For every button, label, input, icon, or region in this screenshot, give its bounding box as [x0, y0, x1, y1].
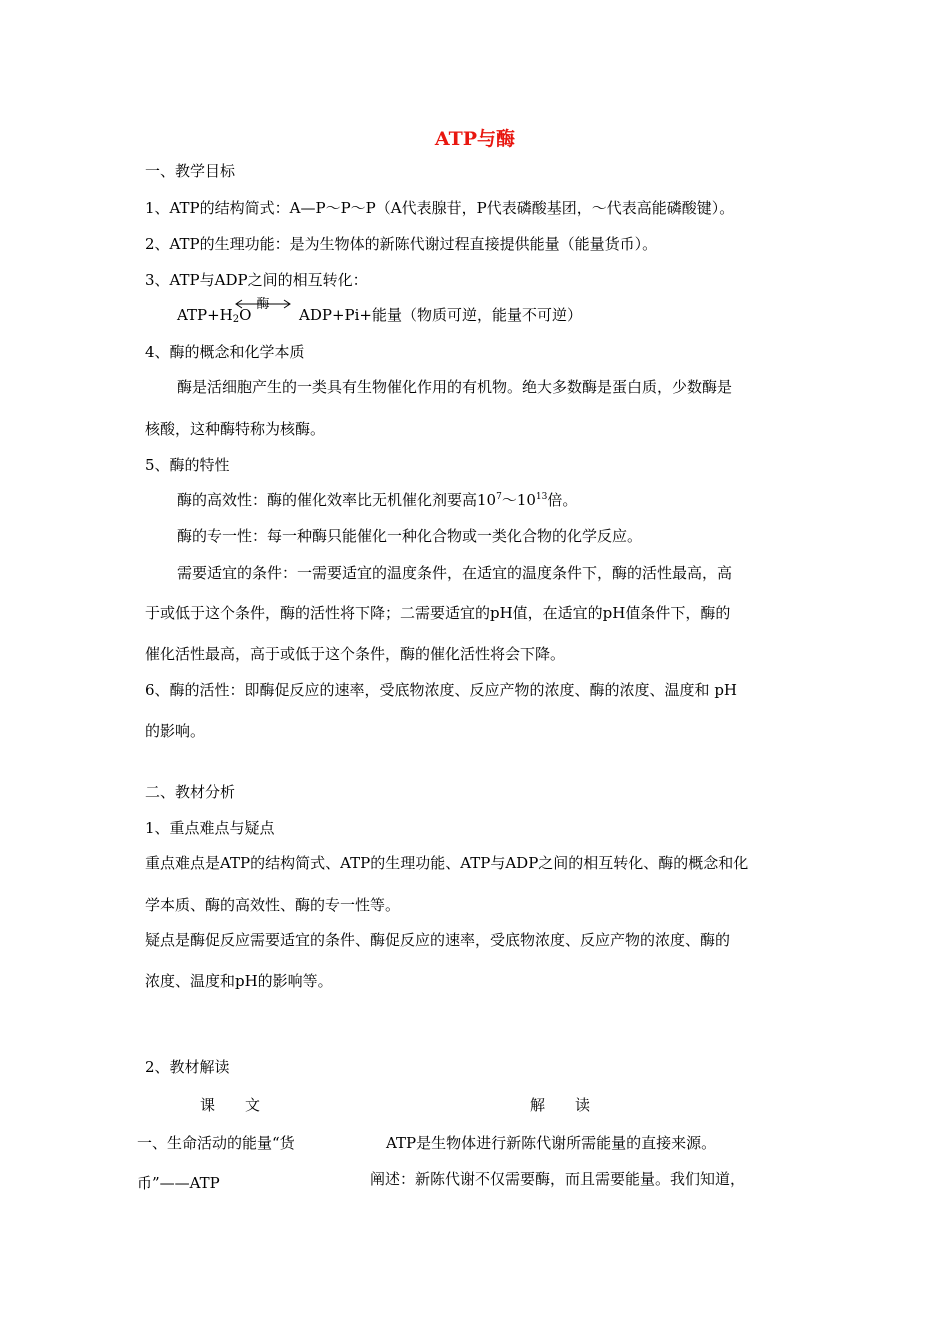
item5-conditions-line2: 于或低于这个条件，酶的活性将下降；二需要适宜的pH值，在适宜的pH值条件下，酶的: [145, 604, 731, 622]
doubt-points-line1: 疑点是酶促反应需要适宜的条件、酶促反应的速率，受底物浓度、反应产物的浓度、酶的: [145, 931, 731, 949]
item5-conditions-line1: 需要适宜的条件：一需要适宜的温度条件，在适宜的温度条件下，酶的活性最高，高: [177, 564, 733, 582]
item6-line1: 6、酶的活性：即酶促反应的速率，受底物浓度、反应产物的浓度、酶的浓度、温度和 pH: [145, 681, 737, 699]
column-header-interpretation: 解 读: [530, 1096, 591, 1114]
item4-paragraph-line2: 核酸，这种酶特称为核酶。: [145, 420, 326, 438]
item6-line2: 的影响。: [145, 722, 206, 740]
doubt-points-line2: 浓度、温度和pH的影响等。: [145, 972, 333, 990]
section2-sub1: 1、重点难点与疑点: [145, 819, 275, 837]
item5-conditions-line3: 催化活性最高，高于或低于这个条件，酶的催化活性将会下降。: [145, 645, 566, 663]
equation-right: ADP+Pi+能量（物质可逆，能量不可逆）: [299, 306, 582, 324]
item5-specificity: 酶的专一性：每一种酶只能催化一种化合物或一类化合物的化学反应。: [177, 527, 643, 545]
reversible-arrow: [234, 296, 292, 320]
right-column-line1: ATP是生物体进行新陈代谢所需能量的直接来源。: [386, 1134, 717, 1152]
right-column-line2: 阐述：新陈代谢不仅需要酶，而且需要能量。我们知道，: [370, 1170, 746, 1188]
item3-atp-adp-conversion: 3、ATP与ADP之间的相互转化：: [145, 271, 368, 289]
column-header-text: 课 文: [200, 1096, 261, 1114]
item2-atp-function: 2、ATP的生理功能：是为生物体的新陈代谢过程直接提供能量（能量货币）。: [145, 235, 658, 253]
enzyme-label: 酶: [256, 297, 270, 312]
section1-heading: 一、教学目标: [145, 162, 236, 180]
left-column-line1: 一、生命活动的能量“货: [137, 1134, 295, 1152]
left-column-line2: 币”——ATP: [137, 1174, 220, 1192]
item5-enzyme-properties: 5、酶的特性: [145, 456, 230, 474]
section2-sub2: 2、教材解读: [145, 1058, 230, 1076]
item1-atp-structure: 1、ATP的结构简式：A—P～P～P（A代表腺苷，P代表磷酸基团，～代表高能磷酸键）。: [145, 199, 735, 217]
key-points-line2: 学本质、酶的高效性、酶的专一性等。: [145, 896, 401, 914]
item4-paragraph-line1: 酶是活细胞产生的一类具有生物催化作用的有机物。绝大多数酶是蛋白质，少数酶是: [177, 378, 733, 396]
section2-heading: 二、教材分析: [145, 783, 236, 801]
key-points-line1: 重点难点是ATP的结构简式、ATP的生理功能、ATP与ADP之间的相互转化、酶的概念和化: [145, 854, 749, 872]
equation-left: $ATP+H_2O$: [177, 306, 252, 325]
document-title: ATP与酶: [434, 128, 516, 150]
item4-enzyme-concept: 4、酶的概念和化学本质: [145, 343, 305, 361]
item5-high-efficiency: 酶的高效性：酶的催化效率比无机催化剂要高$10^7\sim 10^{13}$倍。: [177, 491, 578, 509]
